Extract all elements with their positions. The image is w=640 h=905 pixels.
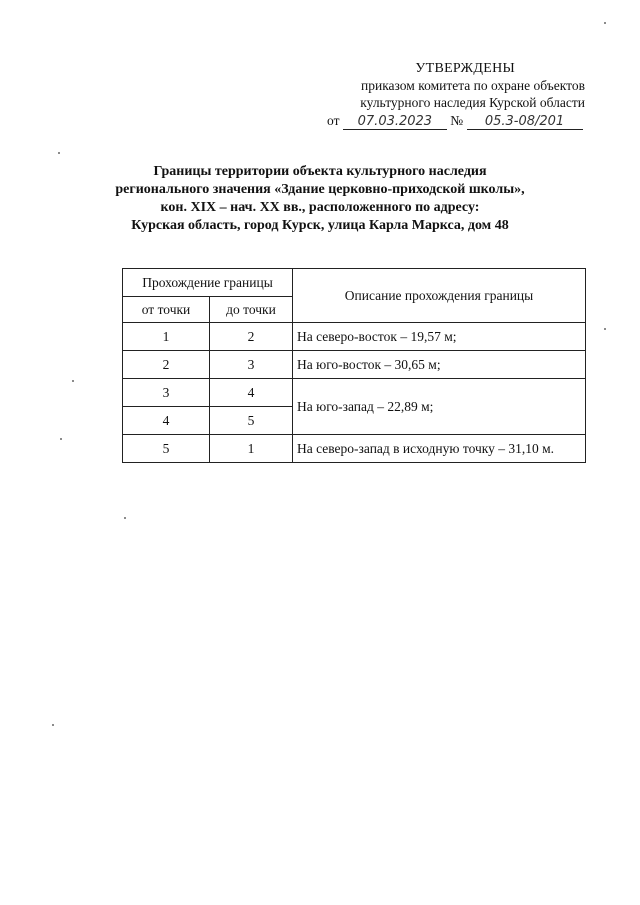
cell-description: На северо-восток – 19,57 м; [293,323,586,351]
cell-to: 4 [210,379,293,407]
cell-from: 5 [123,435,210,463]
cell-to: 3 [210,351,293,379]
cell-description: На северо-запад в исходную точку – 31,10 м. [293,435,586,463]
cell-from: 1 [123,323,210,351]
approval-line-2: культурного наследия Курской области [360,95,585,110]
cell-description: На юго-запад – 22,89 м; [293,379,586,435]
approval-line-1: приказом комитета по охране объектов [361,78,585,93]
header-to-point: до точки [210,297,293,323]
document-title [100,163,540,235]
title-line-1: Границы территории объекта культурного наследия [153,164,487,179]
scan-speck [60,438,62,440]
order-date: 07.03.2023 [343,114,447,130]
title-line-3: кон. XIX – нач. XX вв., расположенного по адресу: [160,200,480,215]
order-reference [327,113,583,130]
scan-speck [124,517,126,519]
header-description: Описание прохождения границы [293,269,586,323]
scan-speck [604,328,606,330]
cell-to: 5 [210,407,293,435]
order-number: 05.3-08/201 [467,114,583,130]
table-row [123,351,586,379]
date-prefix: от [327,113,340,128]
scan-speck [72,380,74,382]
cell-to: 2 [210,323,293,351]
approval-block [320,60,585,111]
table-row [123,323,586,351]
title-line-2: регионального значения «Здание церковно-приходской школы», [115,182,525,197]
cell-from: 3 [123,379,210,407]
scan-speck [52,724,54,726]
approval-heading: УТВЕРЖДЕНЫ [415,61,515,76]
number-prefix: № [450,113,464,128]
title-line-4: Курская область, город Курск, улица Карла Маркса, дом 48 [131,218,509,233]
table-row [123,435,586,463]
cell-from: 2 [123,351,210,379]
header-from-point: от точки [123,297,210,323]
header-boundary-passage: Прохождение границы [123,269,293,297]
cell-to: 1 [210,435,293,463]
table-row [123,379,586,407]
scan-speck [604,22,606,24]
scan-speck [58,152,60,154]
cell-description: На юго-восток – 30,65 м; [293,351,586,379]
boundary-table [122,268,586,463]
cell-from: 4 [123,407,210,435]
